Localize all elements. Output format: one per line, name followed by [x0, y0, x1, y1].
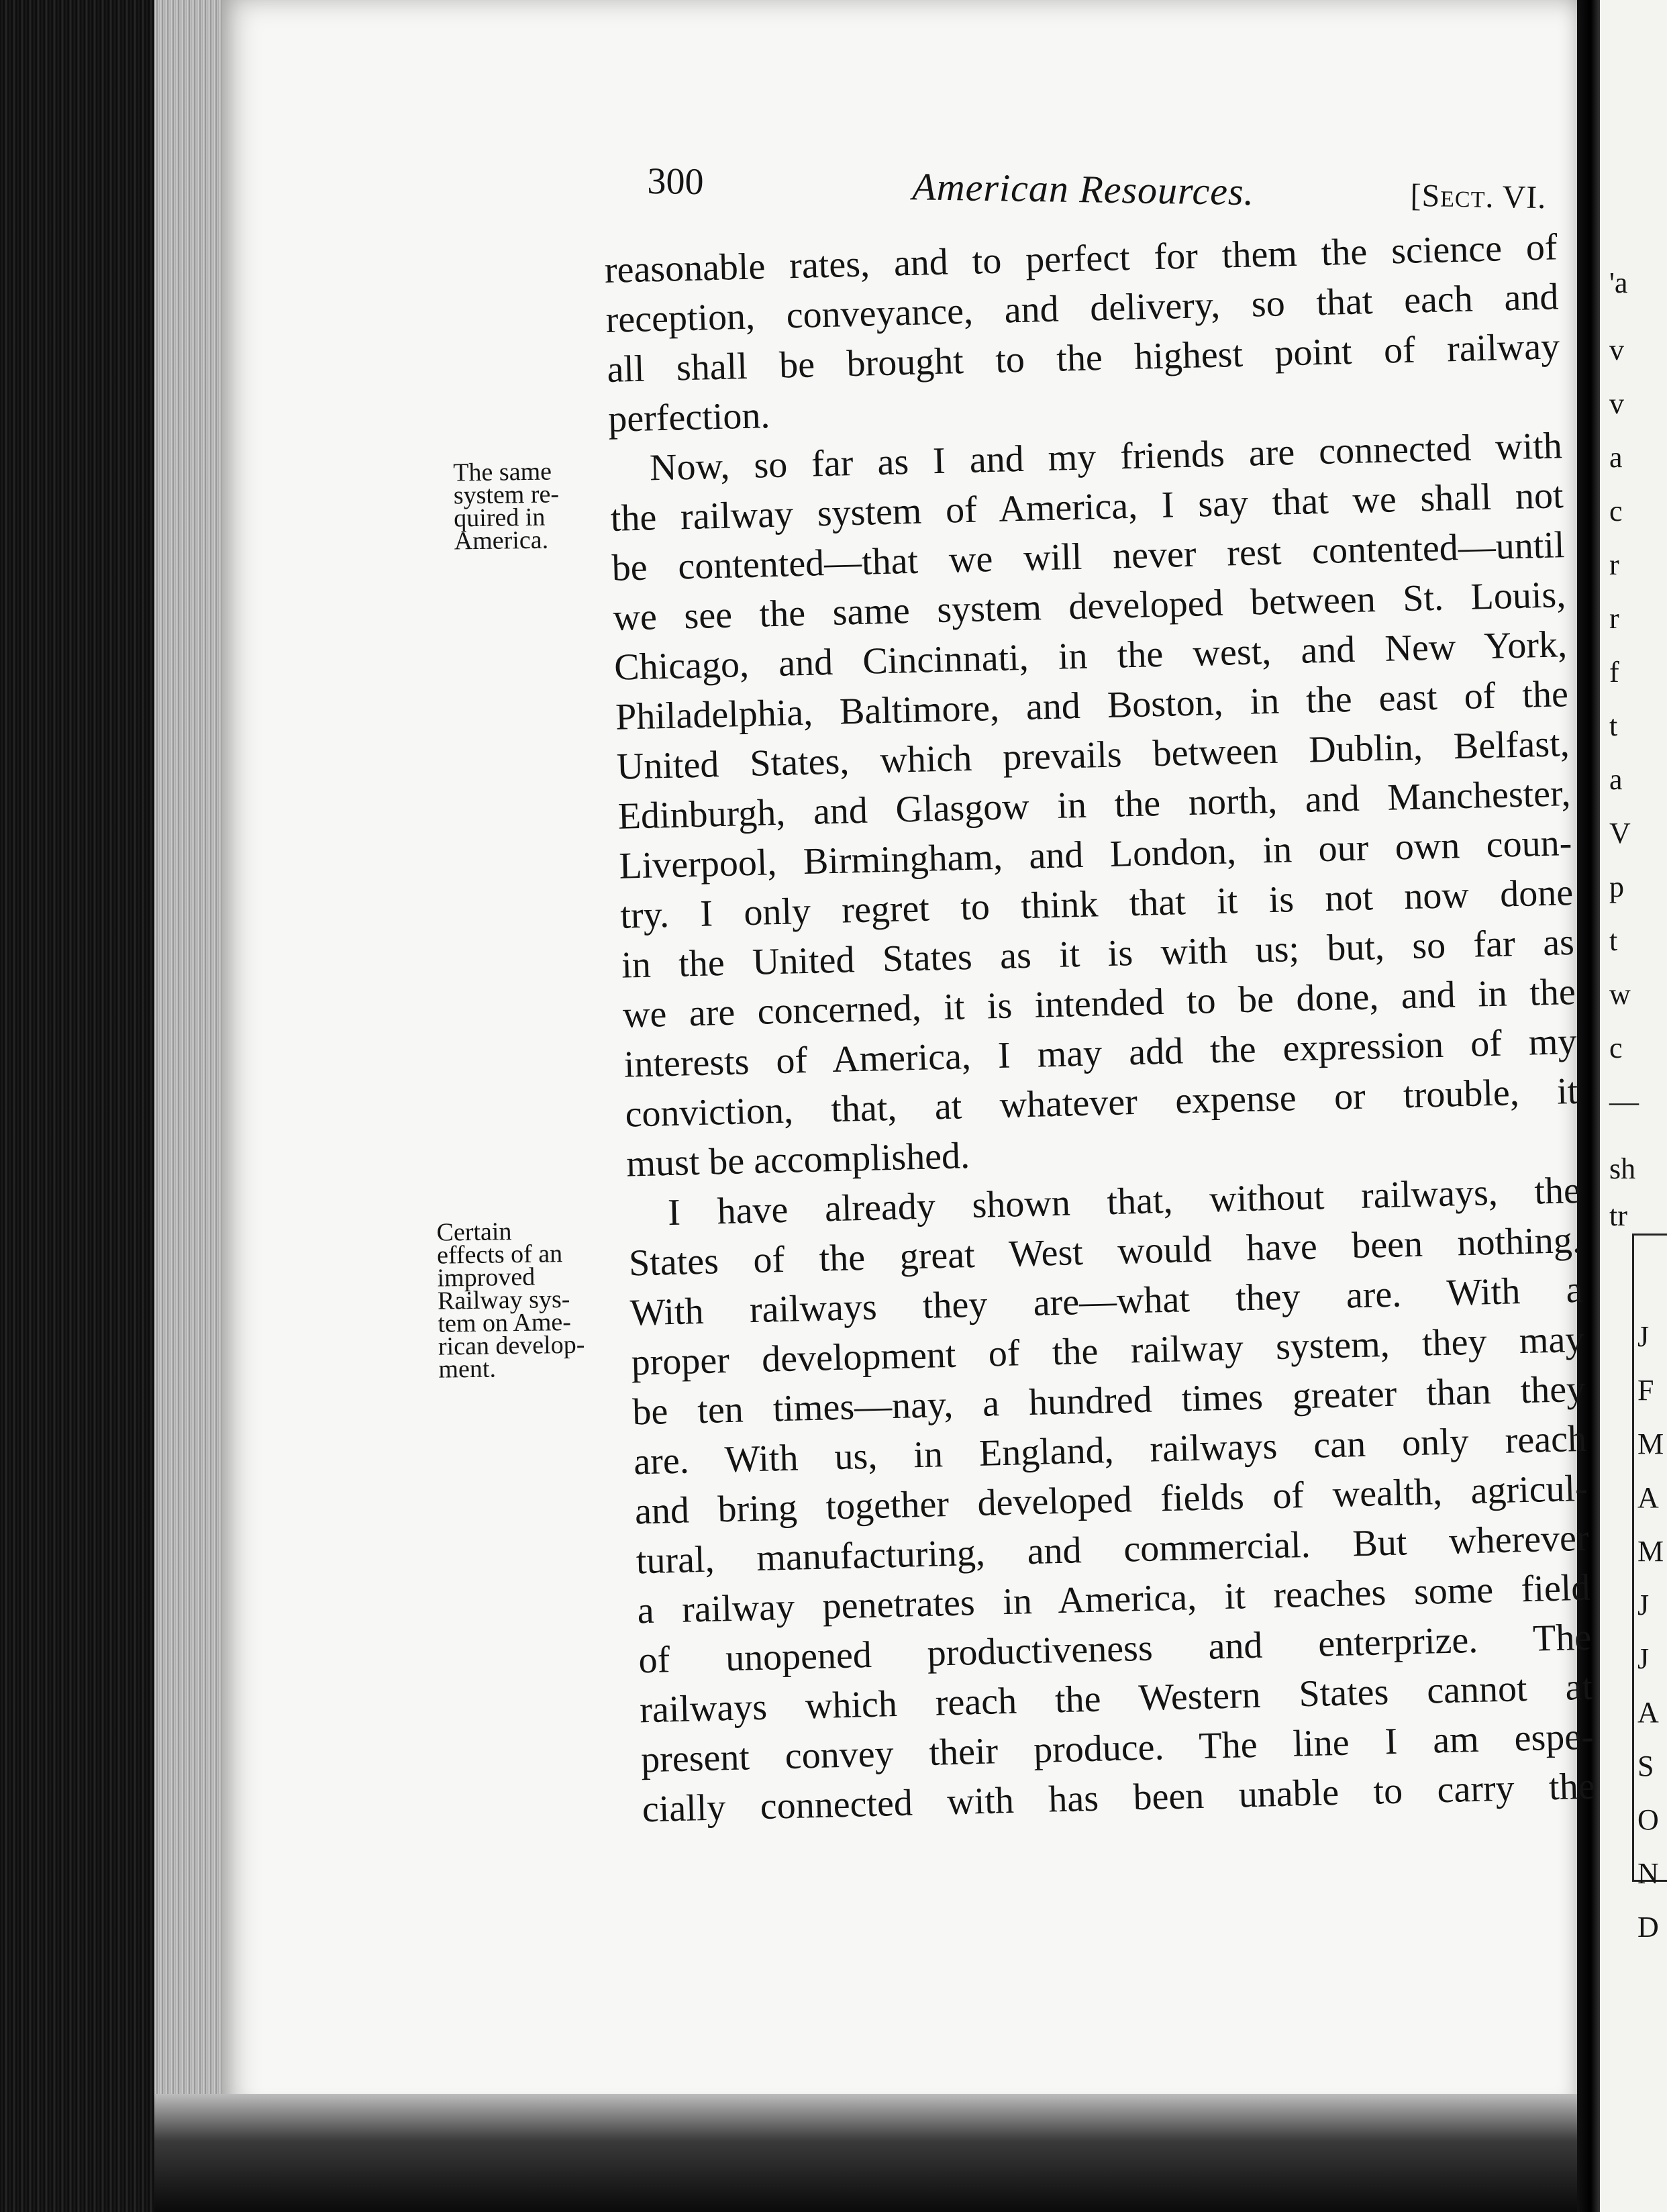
text-line: all shall be brought to the highest point of railway: [606, 325, 1560, 391]
text-line: Chicago, and Cincinnati, in the west, and New York,: [613, 623, 1568, 689]
text-line: reasonable rates, and to perfect for them the science of: [604, 226, 1558, 291]
facing-page-letter: t: [1609, 709, 1618, 742]
facing-page-letter: V: [1609, 817, 1631, 850]
sidenote-line: ment.: [438, 1354, 497, 1384]
text-line: Now, so far as I and my friends are connected with: [649, 425, 1563, 489]
text-line: try. I only regret to think that it is not now done: [619, 872, 1574, 937]
running-title: American Resources.: [911, 164, 1255, 214]
facing-page-letter: f: [1609, 656, 1619, 689]
page-number: 300: [647, 160, 704, 203]
sidenote-same-system: [453, 457, 602, 556]
sidenote-line: rican develop-: [438, 1330, 585, 1361]
facing-page-letter: v: [1609, 334, 1624, 366]
text-line: a railway penetrates in America, it reaches some field: [636, 1566, 1591, 1632]
sidenote-line: America.: [454, 525, 549, 556]
sidenote-railway-effects: [436, 1217, 599, 1384]
facing-page-letter: tr: [1609, 1199, 1627, 1232]
text-line: present convey their produce. The line I am espe-: [640, 1715, 1595, 1781]
facing-page-letter: N: [1637, 1857, 1659, 1890]
text-line: tural, manufacturing, and commercial. But wherever: [636, 1517, 1590, 1582]
text-line: must be accomplished.: [625, 1135, 970, 1185]
text-line: reception, conveyance, and delivery, so that each and: [605, 276, 1560, 341]
text-line: and bring together developed fields of wealth, agricul-: [634, 1467, 1588, 1533]
text-line: the railway system of America, I say that we shall not: [610, 474, 1564, 540]
text-line: of unopened productiveness and enterprize. The: [638, 1616, 1592, 1682]
facing-page-letter: sh: [1609, 1152, 1636, 1185]
text-line: be ten times—nay, a hundred times greater than they: [632, 1368, 1586, 1434]
facing-page-letter: a: [1609, 441, 1623, 474]
text-line: States of the great West would have been nothing.: [628, 1219, 1582, 1285]
facing-page-letter: S: [1637, 1750, 1654, 1782]
facing-page-letter: J: [1637, 1589, 1650, 1621]
facing-page-letter: J: [1637, 1320, 1650, 1353]
sidenote-line: The same: [453, 457, 552, 487]
facing-page-letter: M: [1637, 1535, 1664, 1568]
facing-page-letter: c: [1609, 1032, 1623, 1064]
facing-page-letter: v: [1609, 387, 1624, 420]
sidenote-line: system re-: [453, 480, 560, 510]
facing-page-letter: A: [1637, 1696, 1659, 1729]
facing-page-letter: p: [1609, 870, 1624, 903]
facing-page-letter: 'a: [1609, 266, 1628, 299]
text-line: interests of America, I may add the expression of my: [623, 1020, 1578, 1086]
sidenote-line: effects of an: [436, 1240, 563, 1270]
facing-page-letter: a: [1609, 763, 1623, 796]
facing-page-letter: r: [1609, 602, 1619, 635]
text-line: cially connected with has been unable to carry the: [642, 1765, 1596, 1831]
facing-page-letter: J: [1637, 1642, 1650, 1675]
facing-page-letter: A: [1637, 1481, 1659, 1514]
facing-page-letter: t: [1609, 924, 1618, 957]
page-bottom-shadow: [154, 2094, 1597, 2212]
text-line: are. With us, in England, railways can only reach: [633, 1417, 1587, 1483]
section-mark: [Sect. VI.: [1410, 177, 1547, 216]
text-line: Liverpool, Birmingham, and London, in our own coun-: [618, 822, 1572, 887]
text-line: I have already shown that, without railways, the: [667, 1169, 1581, 1234]
facing-page-letter: c: [1609, 495, 1623, 527]
body-text: [604, 222, 1595, 1834]
text-line: Edinburgh, and Glasgow in the north, and Manchester,: [617, 772, 1572, 838]
facing-page-letter: —: [1609, 1085, 1639, 1118]
page-stack-edge: [154, 0, 228, 2212]
sidenote-line: Certain: [436, 1217, 512, 1247]
sidenote-line: tem on Ame-: [438, 1307, 572, 1338]
text-line: be contented—that we will never rest contented—until: [611, 524, 1566, 589]
book-gutter: [1577, 0, 1600, 2212]
text-line: we see the same system developed between St. Louis,: [612, 574, 1566, 639]
facing-page-fragment: [1600, 0, 1667, 2212]
text-line: With railways they are—what they are. With a: [629, 1268, 1584, 1334]
text-line: conviction, that, at whatever expense or trouble, it: [624, 1070, 1578, 1136]
facing-page-letter: O: [1637, 1803, 1659, 1836]
text-line: we are concerned, it is intended to be done, and in the: [622, 970, 1576, 1036]
text-line: in the United States as it is with us; but, so far as: [621, 921, 1575, 987]
sidenote-line: Railway sys-: [437, 1285, 570, 1315]
facing-page-letter: w: [1609, 978, 1631, 1011]
facing-page-letter: D: [1637, 1911, 1659, 1944]
text-line: proper development of the railway system, they may: [630, 1318, 1585, 1384]
sidenote-line: improved: [437, 1262, 536, 1293]
sidenote-line: quired in: [453, 503, 546, 533]
text-line: railways which reach the Western States cannot at: [639, 1666, 1593, 1731]
facing-page-letter: M: [1637, 1427, 1664, 1460]
facing-page-letter: F: [1637, 1374, 1654, 1407]
text-line: perfection.: [607, 395, 770, 440]
text-line: Philadelphia, Baltimore, and Boston, in the east of the: [615, 673, 1569, 738]
facing-page-letter: r: [1609, 548, 1619, 581]
text-line: United States, which prevails between Dublin, Belfast,: [616, 723, 1570, 788]
